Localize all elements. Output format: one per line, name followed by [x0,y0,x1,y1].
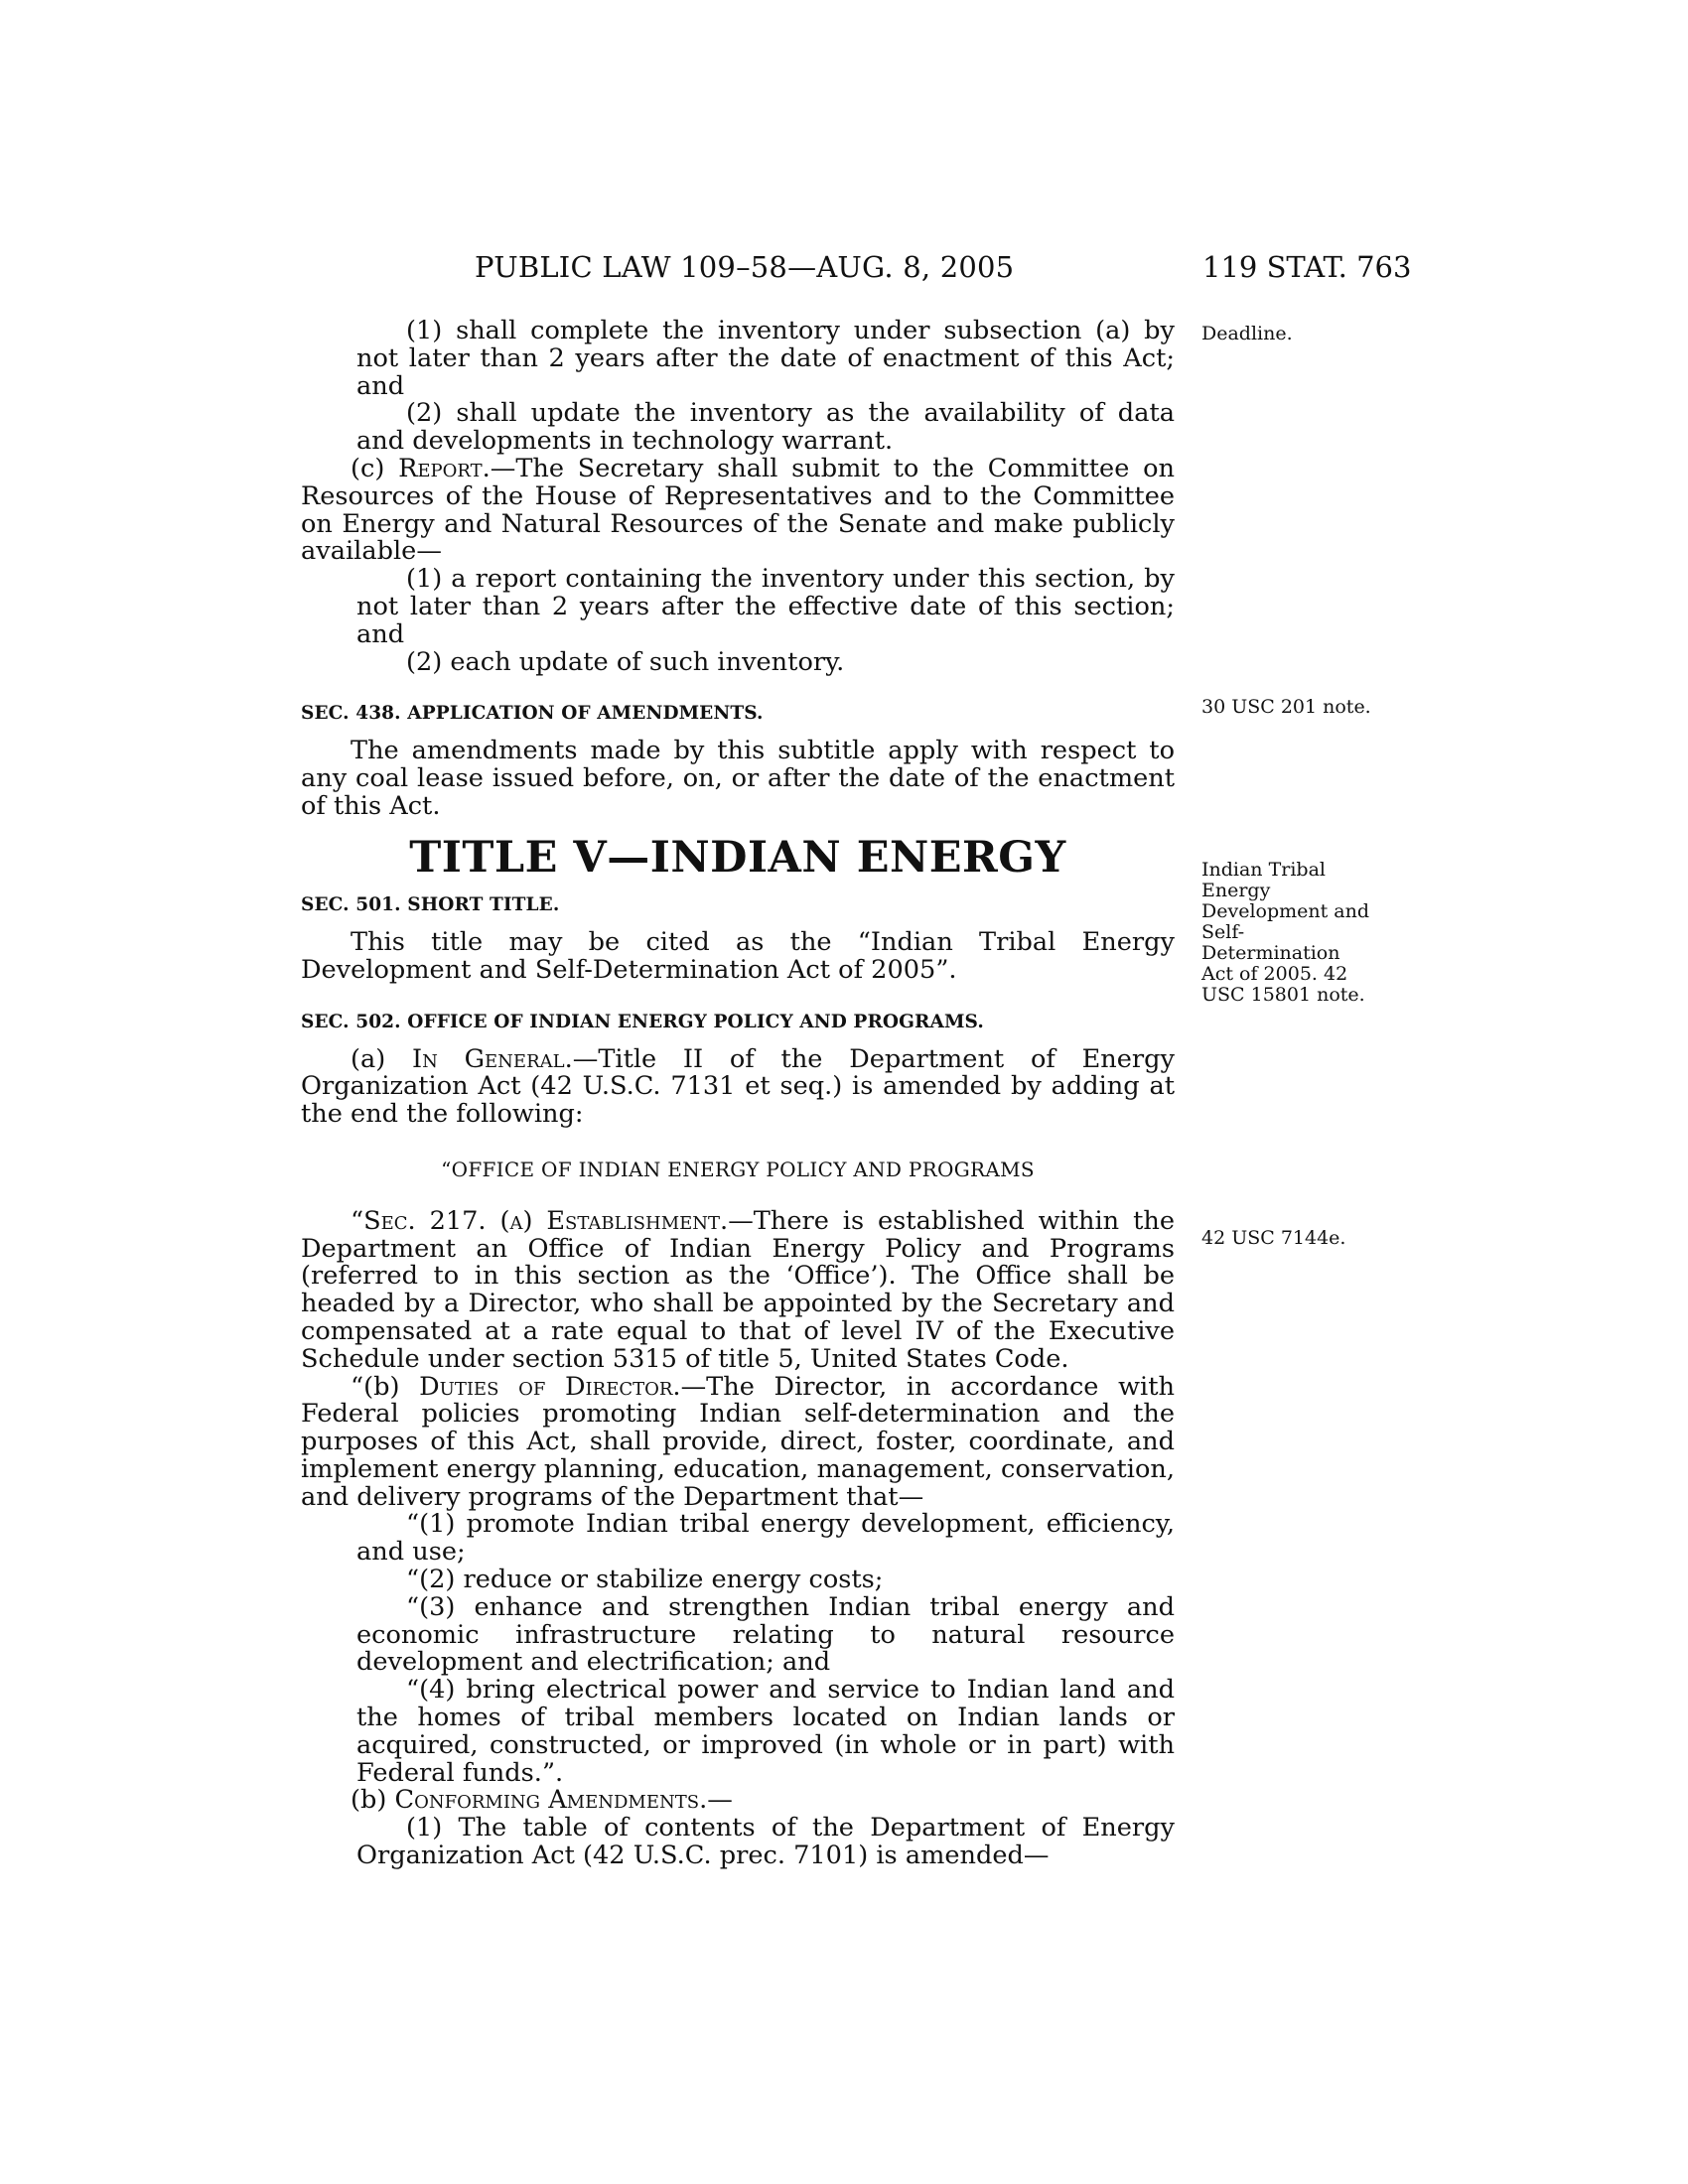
paragraph-c-text: —The Secretary shall submit to the Committee on Resources of the House of Representatives and to the Committee on Energy and Natural Resources of the Senate and make publicly available— [301,453,1175,567]
duty-1: “(1) promote Indian tribal energy development, efficiency, and use; [356,1509,1175,1568]
section-217-heading: Establishment. [546,1205,729,1236]
duties-text: —The Director, in accordance with Federal policies promoting Indian self-determination and the purposes of this Act, shall provide, direct, foster, coordinate, and implement energy planning, education, management, conservation, and delivery programs of the Department that— [301,1371,1175,1512]
paragraph-c2: (2) each update of such inventory. [406,646,845,677]
section-217-a [301,1205,1175,1374]
paragraph-b2: (2) shall update the inventory as the availability of data and developments in technology warrant. [356,398,1175,457]
statute-page-number: 119 STAT. 763 [1202,250,1412,284]
conforming-1: (1) The table of contents of the Department of Energy Organization Act (42 U.S.C. prec. 7101) is amended— [356,1813,1175,1871]
section-217-b [301,1371,1175,1512]
duties-label: “(b) [351,1371,420,1402]
section-502-heading: SEC. 502. OFFICE OF INDIAN ENERGY POLICY AND PROGRAMS. [301,1011,984,1032]
conforming-dash: — [707,1785,733,1816]
paragraph-a [301,1043,1175,1130]
paragraph-c [301,453,1175,567]
margin-note-usc-201: 30 USC 201 note. [1201,696,1371,718]
document-body [301,318,1175,1870]
section-438-heading: SEC. 438. APPLICATION OF AMENDMENTS. [301,703,764,725]
paragraph-c1: (1) a report containing the inventory under this section, by not later than 2 years after the effective date of this section; and [356,564,1175,649]
office-heading: “OFFICE OF INDIAN ENERGY POLICY AND PROGRAMS [441,1157,1035,1181]
paragraph-b1: (1) shall complete the inventory under subsection (a) by not later than 2 years after the date of enactment of this Act; and [356,316,1175,401]
margin-note-deadline: Deadline. [1201,323,1293,344]
paragraph-a-heading: In General. [411,1043,573,1074]
duty-4: “(4) bring electrical power and service to Indian land and the homes of tribal members located on Indian lands or acquired, constructed, or improved (in whole or in part) with Federal funds.”. [356,1675,1175,1788]
paragraph-a-text: —Title II of the Department of Energy Organization Act (42 U.S.C. 7131 et seq.) is amended by adding at the end the following: [301,1043,1175,1130]
running-head: PUBLIC LAW 109–58—AUG. 8, 2005 [475,250,1015,284]
margin-note-usc-7144e: 42 USC 7144e. [1201,1227,1346,1249]
paragraph-c-label: (c) [351,453,399,483]
paragraph-c-heading: Report. [398,453,491,483]
paragraph-a-label: (a) [351,1043,412,1074]
section-217-text: —There is established within the Department an Office of Indian Energy Policy and Programs (referred to in this section as the ‘Office’). The Office shall be headed by a Director, who shall be appointed by the Secretary and compensated at a rate equal to that of level IV of the Executive Schedule under section 5315 of title 5, United States Code. [301,1205,1175,1374]
section-501-heading: SEC. 501. SHORT TITLE. [301,894,560,916]
section-217-label: “Sec. 217. (a) [351,1205,547,1236]
duty-3: “(3) enhance and strengthen Indian tribal energy and economic infrastructure relating to natural resource development and electrification; and [356,1591,1175,1678]
conforming-amendments [301,1787,1175,1815]
conforming-label: (b) [351,1785,395,1816]
section-438-text: The amendments made by this subtitle apply with respect to any coal lease issued before, on, or after the date of the enactment of this Act. [301,736,1175,821]
section-501-text: This title may be cited as the “Indian Tribal Energy Development and Self-Determination Act of 2005”. [301,927,1175,985]
duty-2: “(2) reduce or stabilize energy costs; [406,1565,884,1595]
duties-heading: Duties of Director. [419,1371,681,1402]
margin-note-short-title: Indian Tribal Energy Development and Self-Determination Act of 2005. 42 USC 15801 note. [1201,859,1370,1006]
title-v-heading: TITLE V—INDIAN ENERGY [409,832,1066,883]
conforming-heading: Conforming Amendments. [394,1785,708,1816]
